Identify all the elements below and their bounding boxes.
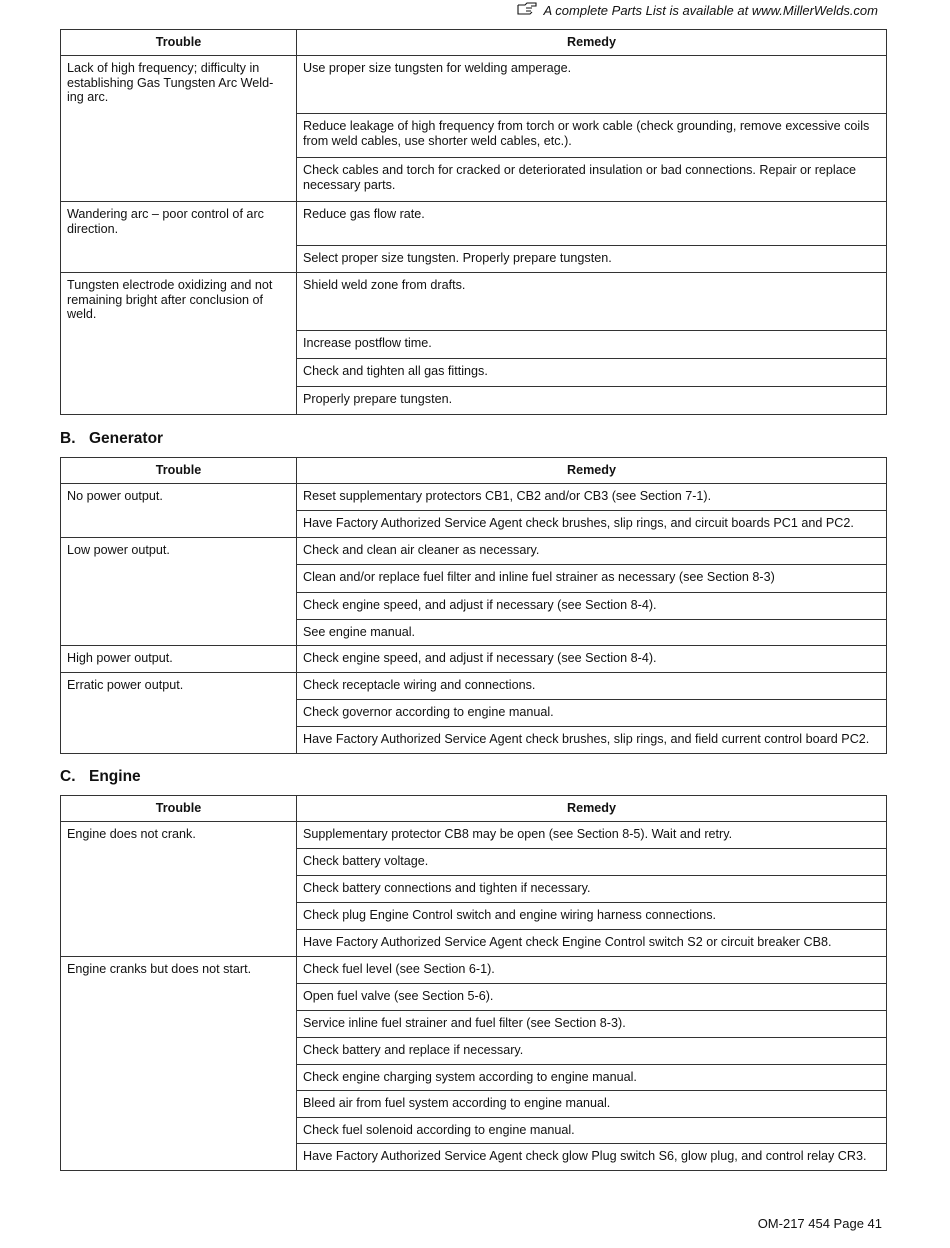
remedy-cell: Clean and/or replace fuel filter and inline fuel strainer as necessary (see Section 8-3): [297, 565, 887, 593]
table-row: [61, 484, 887, 511]
table-row: [61, 273, 887, 331]
remedy-cell: Have Factory Authorized Service Agent check Engine Control switch S2 or circuit breaker CB8.: [297, 930, 887, 957]
troubleshooting-table-engine: [60, 795, 887, 1171]
table-header-row: [61, 458, 887, 484]
table-row: [61, 56, 887, 114]
remedy-cell: Reset supplementary protectors CB1, CB2 and/or CB3 (see Section 7-1).: [297, 484, 887, 511]
troubleshooting-table-generator: [60, 457, 887, 754]
table-row: [61, 646, 887, 673]
remedy-cell: Check receptacle wiring and connections.: [297, 673, 887, 700]
column-header-remedy: Remedy: [297, 30, 887, 56]
section-heading-engine: C. Engine: [60, 768, 141, 785]
remedy-cell: Check battery voltage.: [297, 849, 887, 876]
trouble-cell: No power output.: [61, 484, 297, 538]
remedy-cell: Check plug Engine Control switch and engine wiring harness connections.: [297, 903, 887, 930]
table-header-row: [61, 796, 887, 822]
trouble-cell: Erratic power output.: [61, 673, 297, 754]
column-header-trouble: Trouble: [61, 30, 297, 56]
troubleshooting-table-welding: [60, 29, 887, 415]
remedy-cell: Shield weld zone from drafts.: [297, 273, 887, 331]
table-row: [61, 202, 887, 246]
section-heading-generator: B. Generator: [60, 430, 164, 447]
remedy-cell: Check and clean air cleaner as necessary.: [297, 538, 887, 565]
remedy-cell: Service inline fuel strainer and fuel filter (see Section 8-3).: [297, 1011, 887, 1038]
remedy-cell: Bleed air from fuel system according to engine manual.: [297, 1091, 887, 1118]
pointing-hand-icon: [517, 2, 539, 19]
column-header-remedy: Remedy: [297, 796, 887, 822]
column-header-trouble: Trouble: [61, 458, 297, 484]
remedy-cell: Reduce gas flow rate.: [297, 202, 887, 246]
remedy-cell: Increase postflow time.: [297, 331, 887, 359]
remedy-cell: Open fuel valve (see Section 5-6).: [297, 984, 887, 1011]
trouble-cell: High power output.: [61, 646, 297, 673]
trouble-cell: Engine cranks but does not start.: [61, 957, 297, 1171]
trouble-cell: Engine does not crank.: [61, 822, 297, 957]
trouble-cell: Tungsten electrode oxidizing and not remaining bright after conclusion of weld.: [61, 273, 297, 415]
table-row: [61, 957, 887, 984]
remedy-cell: Check fuel level (see Section 6-1).: [297, 957, 887, 984]
remedy-cell: Check engine speed, and adjust if necessary (see Section 8-4).: [297, 646, 887, 673]
remedy-cell: Check fuel solenoid according to engine manual.: [297, 1118, 887, 1144]
table-row: [61, 673, 887, 700]
trouble-cell: Lack of high frequency; difficulty in establishing Gas Tungsten Arc Weld-ing arc.: [61, 56, 297, 202]
remedy-cell: Have Factory Authorized Service Agent check glow Plug switch S6, glow plug, and control relay CR3.: [297, 1144, 887, 1171]
remedy-cell: Check and tighten all gas fittings.: [297, 359, 887, 387]
remedy-cell: Have Factory Authorized Service Agent check brushes, slip rings, and field current control board PC2.: [297, 727, 887, 754]
column-header-trouble: Trouble: [61, 796, 297, 822]
remedy-cell: Properly prepare tungsten.: [297, 387, 887, 415]
remedy-cell: Check governor according to engine manual.: [297, 700, 887, 727]
remedy-cell: Have Factory Authorized Service Agent check brushes, slip rings, and circuit boards PC1 and PC2.: [297, 511, 887, 538]
remedy-cell: Check engine speed, and adjust if necessary (see Section 8-4).: [297, 593, 887, 620]
table-row: [61, 538, 887, 565]
remedy-cell: Reduce leakage of high frequency from torch or work cable (check grounding, remove excessive coils from weld cables, use shorter weld cables, etc.).: [297, 114, 887, 158]
remedy-cell: See engine manual.: [297, 620, 887, 646]
trouble-cell: Wandering arc – poor control of arc direction.: [61, 202, 297, 273]
column-header-remedy: Remedy: [297, 458, 887, 484]
parts-list-note-text: A complete Parts List is available at www.MillerWelds.com: [543, 3, 878, 18]
trouble-cell: Low power output.: [61, 538, 297, 646]
remedy-cell: Select proper size tungsten. Properly prepare tungsten.: [297, 246, 887, 273]
remedy-cell: Check battery and replace if necessary.: [297, 1038, 887, 1065]
remedy-cell: Use proper size tungsten for welding amperage.: [297, 56, 887, 114]
table-row: [61, 822, 887, 849]
remedy-cell: Supplementary protector CB8 may be open (see Section 8-5). Wait and retry.: [297, 822, 887, 849]
parts-list-note: [517, 2, 878, 19]
remedy-cell: Check cables and torch for cracked or deteriorated insulation or bad connections. Repair or replace necessary parts.: [297, 158, 887, 202]
remedy-cell: Check battery connections and tighten if necessary.: [297, 876, 887, 903]
page-number: OM-217 454 Page 41: [757, 1216, 882, 1231]
remedy-cell: Check engine charging system according to engine manual.: [297, 1065, 887, 1091]
table-header-row: [61, 30, 887, 56]
